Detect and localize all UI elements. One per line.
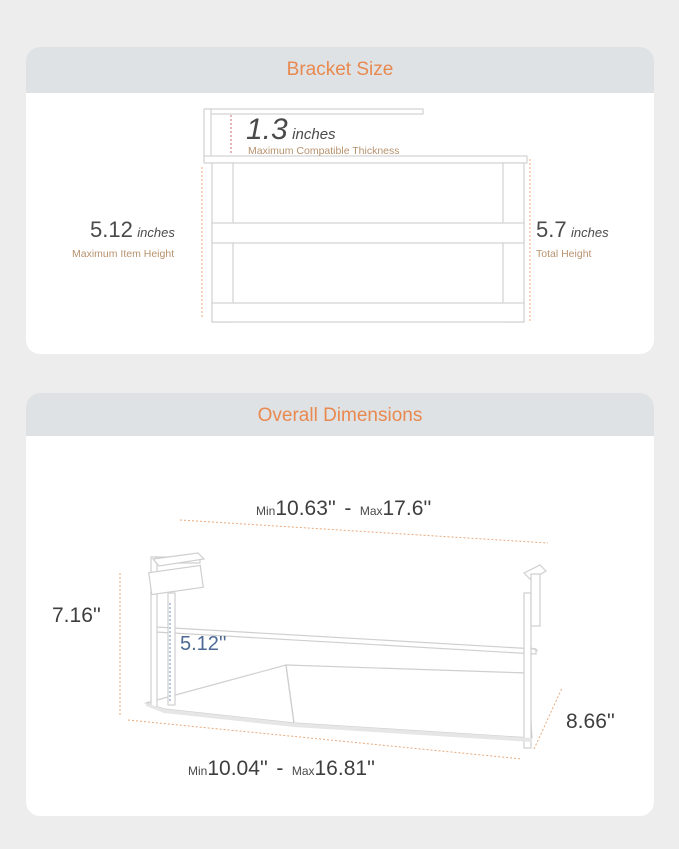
inner-height-label: 5.12'' xyxy=(180,633,227,655)
thickness-label: Maximum Compatible Thickness xyxy=(248,145,400,157)
bottom-width-min-value: 10.04'' xyxy=(207,757,268,780)
item-height-value-group xyxy=(90,217,175,243)
total-height-value: 5.7 xyxy=(536,217,567,242)
top-width-separator: - xyxy=(344,497,352,520)
total-height-unit: inches xyxy=(571,225,609,240)
top-width-label xyxy=(256,497,431,521)
bracket-illustration xyxy=(26,47,654,354)
shelf-illustration xyxy=(26,393,654,816)
total-height-label: Total Height xyxy=(536,248,592,260)
bracket-size-card xyxy=(26,47,654,354)
bottom-width-separator: - xyxy=(276,757,284,780)
thickness-unit: inches xyxy=(292,126,336,143)
bracket-size-title: Bracket Size xyxy=(286,59,394,80)
item-height-unit: inches xyxy=(137,225,175,240)
item-height-label: Maximum Item Height xyxy=(72,248,175,260)
top-width-min-value: 10.63'' xyxy=(275,497,336,520)
total-height-value-group xyxy=(536,217,609,243)
bottom-width-label xyxy=(188,757,375,781)
top-width-max-label: Max xyxy=(359,504,383,518)
bottom-width-max-label: Max xyxy=(291,764,315,778)
thickness-value: 1.3 xyxy=(246,113,288,146)
top-width-max-value: 17.6'' xyxy=(382,497,432,520)
depth-label: 8.66'' xyxy=(566,710,615,733)
bottom-width-max-value: 16.81'' xyxy=(314,757,376,780)
thickness-value-group xyxy=(246,113,336,147)
height-label: 7.16'' xyxy=(52,604,101,627)
top-width-min-label: Min xyxy=(256,504,276,518)
overall-dimensions-title: Overall Dimensions xyxy=(257,405,423,426)
bottom-width-min-label: Min xyxy=(188,764,208,778)
item-height-value: 5.12 xyxy=(90,217,133,242)
overall-dimensions-card xyxy=(26,393,654,816)
